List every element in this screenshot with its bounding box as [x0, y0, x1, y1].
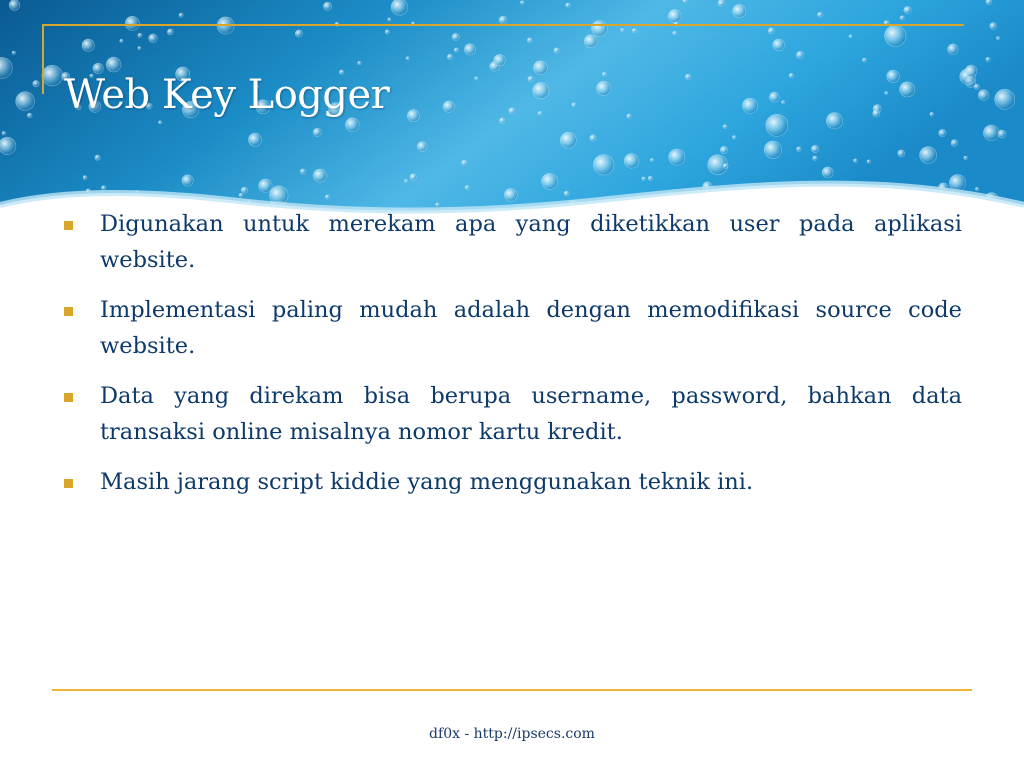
bubble	[95, 155, 100, 160]
bubble	[867, 160, 870, 163]
bubble	[592, 21, 608, 37]
bubble	[766, 193, 777, 204]
bubble	[683, 0, 688, 3]
bubble	[500, 118, 505, 123]
bubble	[404, 179, 407, 182]
bubble	[521, 1, 524, 4]
bubble	[742, 98, 757, 113]
bubble	[447, 54, 452, 59]
bubble	[149, 34, 158, 43]
bubble	[159, 121, 162, 124]
bubble	[407, 110, 419, 122]
bubble	[452, 33, 459, 40]
bubble	[300, 169, 305, 174]
bubble	[0, 137, 16, 154]
bubble	[534, 61, 548, 75]
bubble	[854, 159, 858, 163]
bubble	[499, 16, 507, 24]
bubble	[593, 155, 614, 176]
bubble	[797, 147, 802, 152]
bubble	[509, 108, 515, 114]
bubble	[464, 44, 475, 55]
bubble	[673, 31, 677, 35]
bubble	[972, 204, 989, 221]
bubble	[538, 111, 542, 115]
bullet-text: Digunakan untuk merekam apa yang diketikkan user pada aplikasi website.	[100, 211, 962, 273]
square-bullet-icon	[64, 221, 73, 230]
bubble	[345, 118, 359, 132]
bubble	[999, 210, 1003, 214]
bubble	[813, 156, 818, 161]
bubble	[443, 101, 454, 112]
bubble	[533, 83, 549, 99]
bubble	[723, 125, 727, 129]
bubble	[454, 48, 458, 52]
bubble	[248, 133, 261, 146]
bubble	[789, 73, 794, 78]
bubble	[358, 61, 361, 64]
bubble	[669, 149, 685, 165]
bubble	[951, 140, 958, 147]
bullet-item	[64, 464, 962, 500]
bubble	[504, 189, 517, 202]
bubble	[904, 6, 911, 13]
bubble	[964, 156, 968, 160]
bubble	[410, 174, 416, 180]
bubble	[975, 187, 978, 190]
bubble	[602, 72, 606, 76]
bubble	[554, 48, 559, 53]
bubble	[632, 29, 636, 33]
bubble	[791, 193, 800, 202]
square-bullet-icon	[64, 307, 73, 316]
bubble	[388, 18, 391, 21]
bubble	[16, 92, 35, 111]
bubble	[978, 90, 989, 101]
bubble	[648, 176, 653, 181]
bubble	[241, 187, 247, 193]
bubble	[826, 113, 842, 129]
bubble	[82, 39, 94, 51]
bubble	[642, 177, 645, 180]
bubble	[996, 37, 999, 40]
bubble	[766, 114, 788, 136]
bubble	[323, 2, 331, 10]
bubble	[2, 131, 6, 135]
bubble	[406, 57, 409, 60]
bullet-text: Masih jarang script kiddie yang menggunakan teknik ini.	[100, 469, 754, 495]
bubble	[650, 158, 653, 161]
bubble	[42, 65, 63, 86]
bubble	[885, 92, 888, 95]
bubble	[873, 110, 880, 117]
bullet-list	[64, 206, 962, 514]
bullet-item	[64, 378, 962, 450]
header-frame-left	[42, 24, 44, 94]
bubble	[239, 193, 243, 197]
bubble	[974, 84, 979, 89]
square-bullet-icon	[64, 479, 73, 488]
bubble	[528, 76, 533, 81]
bubble	[849, 35, 852, 38]
bubble	[920, 147, 937, 164]
bubble	[391, 0, 408, 15]
bubble	[986, 57, 990, 61]
bubble	[930, 112, 934, 116]
bubble	[325, 195, 329, 199]
bubble	[313, 169, 326, 182]
bubble	[983, 125, 999, 141]
bubble	[584, 35, 597, 48]
bubble	[182, 175, 193, 186]
bubble	[733, 5, 746, 18]
square-bullet-icon	[64, 393, 73, 402]
bubble	[732, 136, 736, 140]
bubble	[995, 89, 1015, 109]
bubble	[417, 142, 427, 152]
bubble	[9, 0, 20, 10]
bubble	[737, 194, 743, 200]
bubble	[33, 80, 39, 86]
bubble	[120, 39, 123, 42]
bubble	[179, 13, 183, 17]
bubble	[385, 30, 389, 34]
bubble	[900, 82, 915, 97]
bubble	[542, 173, 558, 189]
bubble	[887, 70, 900, 83]
bubble	[101, 186, 106, 191]
bubble	[106, 57, 121, 72]
bubble	[462, 160, 467, 165]
slide-footer: df0x - http://ipsecs.com	[429, 726, 595, 742]
bullet-text: Data yang direkam bisa berupa username, password, bahkan data transaksi online misalnya nomor kartu kredit.	[100, 383, 962, 445]
bubble	[259, 179, 272, 192]
bubble	[718, 0, 725, 6]
bubble	[720, 146, 727, 153]
bullet-item	[64, 206, 962, 278]
bubble	[624, 154, 639, 169]
bubble	[465, 185, 469, 189]
slide-title: Web Key Logger	[64, 72, 390, 118]
bubble	[898, 150, 905, 157]
bubble	[965, 65, 977, 77]
bubble	[527, 38, 532, 43]
bubble	[27, 113, 32, 118]
bubble	[811, 145, 818, 152]
bubble	[313, 128, 321, 136]
bubble	[862, 58, 866, 62]
bubble	[885, 25, 906, 46]
bubble	[597, 81, 611, 95]
bubble	[590, 135, 596, 141]
bubble	[764, 141, 781, 158]
bullet-item	[64, 292, 962, 364]
bubble	[621, 28, 624, 31]
bubble	[782, 101, 785, 104]
bubble	[769, 92, 779, 102]
bubble	[668, 10, 681, 23]
bubble	[138, 33, 142, 37]
bubble	[948, 44, 959, 55]
bubble	[475, 77, 478, 80]
bubble	[723, 164, 728, 169]
bubble	[691, 198, 694, 201]
bubble	[83, 176, 87, 180]
header-frame-top	[42, 24, 964, 26]
footer-divider	[52, 689, 972, 691]
bubble	[768, 28, 774, 34]
bubble	[822, 167, 833, 178]
bubble	[572, 103, 576, 107]
bubble	[939, 129, 946, 136]
bubble	[566, 3, 571, 8]
bubble	[986, 0, 992, 5]
bubble	[811, 191, 814, 194]
bubble	[796, 51, 803, 58]
bullet-text: Implementasi paling mudah adalah dengan memodifikasi source code website.	[100, 297, 962, 359]
bubble	[138, 47, 141, 50]
bubble	[685, 74, 691, 80]
bubble	[295, 30, 302, 37]
bubble	[494, 54, 505, 65]
bubble	[990, 23, 997, 30]
bubble	[564, 191, 569, 196]
bubble	[900, 16, 904, 20]
bubble	[773, 39, 785, 51]
bubble	[627, 114, 632, 119]
bubble	[167, 29, 173, 35]
bubble	[560, 132, 576, 148]
bubble	[818, 12, 823, 17]
bubble	[12, 51, 15, 54]
